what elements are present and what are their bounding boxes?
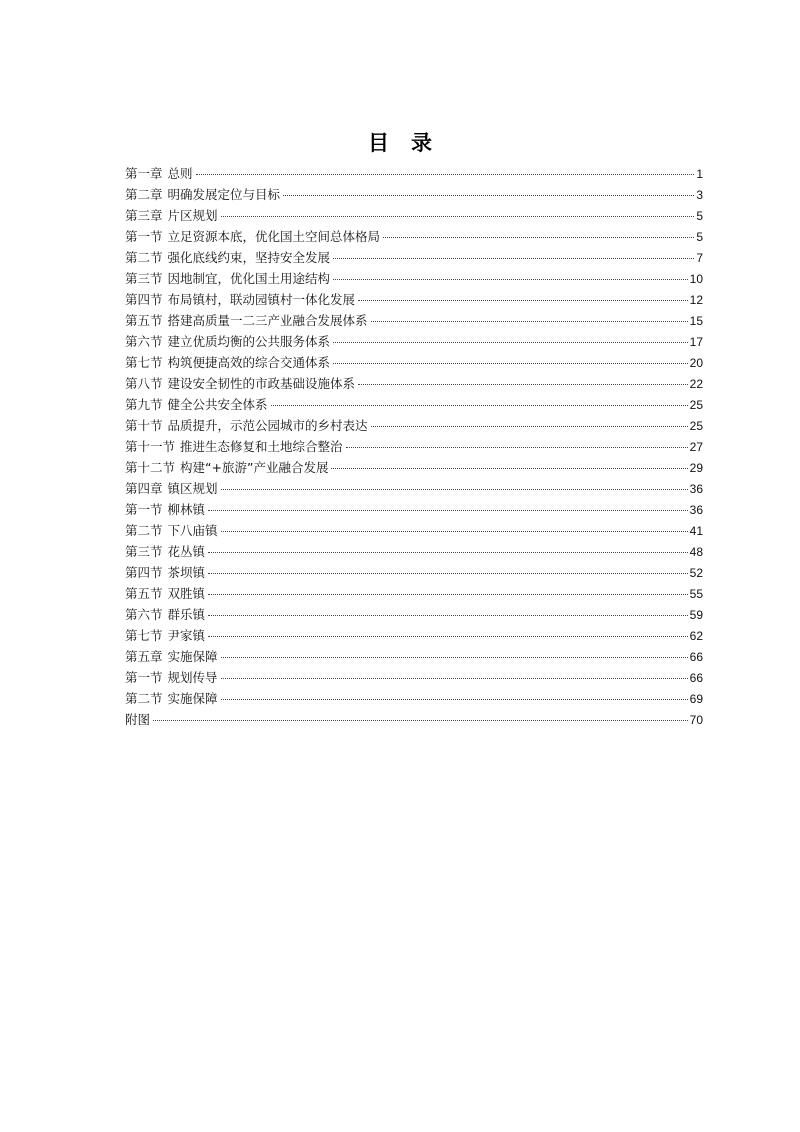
- toc-entry-title: 构建“+旅游”产业融合发展: [180, 460, 329, 475]
- toc-entry-page: 66: [689, 650, 703, 664]
- toc-entry[interactable]: [125, 541, 703, 562]
- toc-entry-number: 第六节: [125, 607, 163, 622]
- dot-leader: [221, 668, 688, 679]
- toc-entry-number: 第五节: [125, 313, 163, 328]
- toc-entry[interactable]: [125, 478, 703, 499]
- toc-entry-page: 36: [689, 482, 703, 496]
- toc-entry-page: 66: [689, 671, 703, 685]
- toc-entry-label: [125, 226, 382, 247]
- dot-leader: [221, 647, 688, 658]
- toc-entry-label: [125, 163, 195, 184]
- toc-entry[interactable]: [125, 268, 703, 289]
- dot-leader: [333, 248, 694, 259]
- toc-entry-page: 59: [689, 608, 703, 622]
- dot-leader: [208, 626, 688, 637]
- toc-entry-title: 总则: [167, 166, 193, 181]
- toc-entry-title: 构筑便捷高效的综合交通体系: [167, 355, 331, 370]
- toc-entry-label: [125, 352, 332, 373]
- toc-entry-page: 25: [689, 419, 703, 433]
- toc-entry-label: [125, 247, 332, 268]
- toc-entry-title: 强化底线约束，坚持安全发展: [167, 250, 331, 265]
- toc-entry[interactable]: [125, 184, 703, 205]
- toc-entry-page: 5: [696, 230, 703, 244]
- toc-entry-title: 规划传导: [167, 670, 218, 685]
- toc-entry-number: 第一节: [125, 502, 163, 517]
- toc-entry-title: 实施保障: [167, 649, 218, 664]
- toc-entry[interactable]: [125, 688, 703, 709]
- toc-entry-page: 52: [689, 566, 703, 580]
- dot-leader: [208, 542, 688, 553]
- toc-entry-title: 下八庙镇: [167, 523, 218, 538]
- toc-entry[interactable]: [125, 709, 703, 730]
- toc-entry-title: 建立优质均衡的公共服务体系: [167, 334, 331, 349]
- dot-leader: [371, 416, 688, 427]
- toc-entry-number: 第三节: [125, 271, 163, 286]
- toc-entry-label: [125, 625, 207, 646]
- toc-entry[interactable]: [125, 310, 703, 331]
- toc-entry-page: 70: [689, 713, 703, 727]
- toc-entry-number: 第四节: [125, 292, 163, 307]
- toc-entry-page: 55: [689, 587, 703, 601]
- toc-entry-label: [125, 688, 220, 709]
- toc-entry-title: 茶坝镇: [167, 565, 206, 580]
- toc-entry[interactable]: [125, 247, 703, 268]
- dot-leader: [153, 710, 688, 721]
- toc-entry-page: 20: [689, 356, 703, 370]
- toc-entry-page: 41: [689, 524, 703, 538]
- toc-entry-number: 第七节: [125, 355, 163, 370]
- toc-entry-label: [125, 436, 345, 457]
- toc-entry-title: 尹家镇: [167, 628, 206, 643]
- toc-entry-label: [125, 331, 332, 352]
- toc-entry-page: 25: [689, 398, 703, 412]
- toc-entry[interactable]: [125, 625, 703, 646]
- toc-entry-label: [125, 415, 370, 436]
- toc-entry[interactable]: [125, 520, 703, 541]
- toc-entry-page: 7: [696, 251, 703, 265]
- toc-entry[interactable]: [125, 394, 703, 415]
- dot-leader: [221, 206, 695, 217]
- toc-entry[interactable]: [125, 499, 703, 520]
- toc-entry-label: [125, 268, 332, 289]
- toc-entry-page: 17: [689, 335, 703, 349]
- toc-entry-title: 建设安全韧性的市政基础设施体系: [167, 376, 356, 391]
- dot-leader: [371, 311, 688, 322]
- dot-leader: [208, 584, 688, 595]
- dot-leader: [333, 269, 688, 280]
- dot-leader: [358, 374, 688, 385]
- toc-title: 目录: [368, 131, 454, 155]
- dot-leader: [221, 479, 688, 490]
- toc-entry-number: 第一节: [125, 670, 163, 685]
- toc-entry-label: [125, 604, 207, 625]
- toc-entry-label: [125, 520, 220, 541]
- toc-entry[interactable]: [125, 331, 703, 352]
- toc-entry[interactable]: [125, 415, 703, 436]
- toc-entry-page: 5: [696, 209, 703, 223]
- toc-entry-number: 第二节: [125, 691, 163, 706]
- toc-entry-page: 36: [689, 503, 703, 517]
- toc-entry-number: 第一章: [125, 166, 163, 181]
- toc-entry-label: [125, 478, 220, 499]
- dot-leader: [196, 164, 695, 175]
- toc-entry-number: 第五章: [125, 649, 163, 664]
- toc-entry-label: [125, 289, 357, 310]
- dot-leader: [383, 227, 694, 238]
- toc-entry[interactable]: [125, 604, 703, 625]
- toc-entry-number: 第九节: [125, 397, 163, 412]
- toc-entry[interactable]: [125, 373, 703, 394]
- toc-entry-label: [125, 205, 220, 226]
- toc-entry[interactable]: [125, 436, 703, 457]
- dot-leader: [208, 500, 688, 511]
- toc-entry[interactable]: [125, 646, 703, 667]
- toc-entry-title: 花丛镇: [167, 544, 206, 559]
- toc-entry[interactable]: [125, 226, 703, 247]
- toc-entry-number: 第六节: [125, 334, 163, 349]
- toc-entry-page: 62: [689, 629, 703, 643]
- toc-entry-page: 10: [689, 272, 703, 286]
- toc-entry-page: 1: [696, 167, 703, 181]
- toc-entry-title: 健全公共安全体系: [167, 397, 268, 412]
- toc-entry-title: 柳林镇: [167, 502, 206, 517]
- toc-entry-label: [125, 709, 152, 730]
- dot-leader: [208, 605, 688, 616]
- toc-entry-number: 第三节: [125, 544, 163, 559]
- toc-entry-number: 第二节: [125, 250, 163, 265]
- toc-entry[interactable]: [125, 667, 703, 688]
- toc-entry-title: 镇区规划: [167, 481, 218, 496]
- dot-leader: [331, 458, 687, 469]
- toc-entry[interactable]: [125, 583, 703, 604]
- dot-leader: [346, 437, 688, 448]
- toc-entry[interactable]: [125, 562, 703, 583]
- toc-entry-title: 立足资源本底，优化国土空间总体格局: [167, 229, 381, 244]
- toc-entry-number: 第十节: [125, 418, 163, 433]
- toc-entry-number: 第十二节: [125, 460, 176, 475]
- toc-entry-label: [125, 394, 270, 415]
- toc-entry-page: 3: [696, 188, 703, 202]
- toc-entry-label: [125, 541, 207, 562]
- toc-entry-number: 第三章: [125, 208, 163, 223]
- toc-entry[interactable]: [125, 289, 703, 310]
- toc-entry-number: 第八节: [125, 376, 163, 391]
- toc-entry-title: 因地制宜，优化国土用途结构: [167, 271, 331, 286]
- toc-entry[interactable]: [125, 163, 703, 184]
- dot-leader: [271, 395, 688, 406]
- toc-entry-page: 48: [689, 545, 703, 559]
- toc-entry-title: 附图: [125, 712, 151, 727]
- toc-entry-label: [125, 646, 220, 667]
- toc-entry-label: [125, 457, 330, 478]
- toc-entry-number: 第四章: [125, 481, 163, 496]
- toc-entry-page: 69: [689, 692, 703, 706]
- toc-entry[interactable]: [125, 352, 703, 373]
- dot-leader: [358, 290, 688, 301]
- toc-entry-number: 第七节: [125, 628, 163, 643]
- toc-entry-title: 推进生态修复和土地综合整治: [180, 439, 343, 454]
- dot-leader: [333, 353, 688, 364]
- toc-entry-title: 实施保障: [167, 691, 218, 706]
- toc-entry-label: [125, 310, 370, 331]
- toc-entry-title: 明确发展定位与目标: [167, 187, 281, 202]
- dot-leader: [221, 689, 688, 700]
- toc-entry-title: 片区规划: [167, 208, 218, 223]
- toc-entry-title: 双胜镇: [167, 586, 206, 601]
- toc-entry-number: 第四节: [125, 565, 163, 580]
- toc-entry-page: 12: [689, 293, 703, 307]
- toc-entry-title: 搭建高质量一二三产业融合发展体系: [167, 313, 368, 328]
- toc-entry-number: 第二章: [125, 187, 163, 202]
- toc-entry-number: 第二节: [125, 523, 163, 538]
- toc-entry-page: 27: [689, 440, 703, 454]
- toc-entry-page: 15: [689, 314, 703, 328]
- dot-leader: [208, 563, 688, 574]
- toc-entry-page: 29: [689, 461, 703, 475]
- toc-entry-number: 第十一节: [125, 439, 176, 454]
- toc-entry-label: [125, 667, 220, 688]
- toc-entry-number: 第五节: [125, 586, 163, 601]
- toc-entry-label: [125, 499, 207, 520]
- toc-entry-number: 第一节: [125, 229, 163, 244]
- table-of-contents: [125, 163, 703, 730]
- dot-leader: [333, 332, 688, 343]
- toc-entry-label: [125, 583, 207, 604]
- toc-entry-label: [125, 373, 357, 394]
- toc-entry-title: 品质提升，示范公园城市的乡村表达: [167, 418, 368, 433]
- toc-entry[interactable]: [125, 205, 703, 226]
- toc-entry-label: [125, 562, 207, 583]
- toc-entry[interactable]: [125, 457, 703, 478]
- toc-entry-page: 22: [689, 377, 703, 391]
- dot-leader: [283, 185, 694, 196]
- toc-entry-label: [125, 184, 282, 205]
- toc-entry-title: 群乐镇: [167, 607, 206, 622]
- dot-leader: [221, 521, 688, 532]
- toc-entry-title: 布局镇村，联动园镇村一体化发展: [167, 292, 356, 307]
